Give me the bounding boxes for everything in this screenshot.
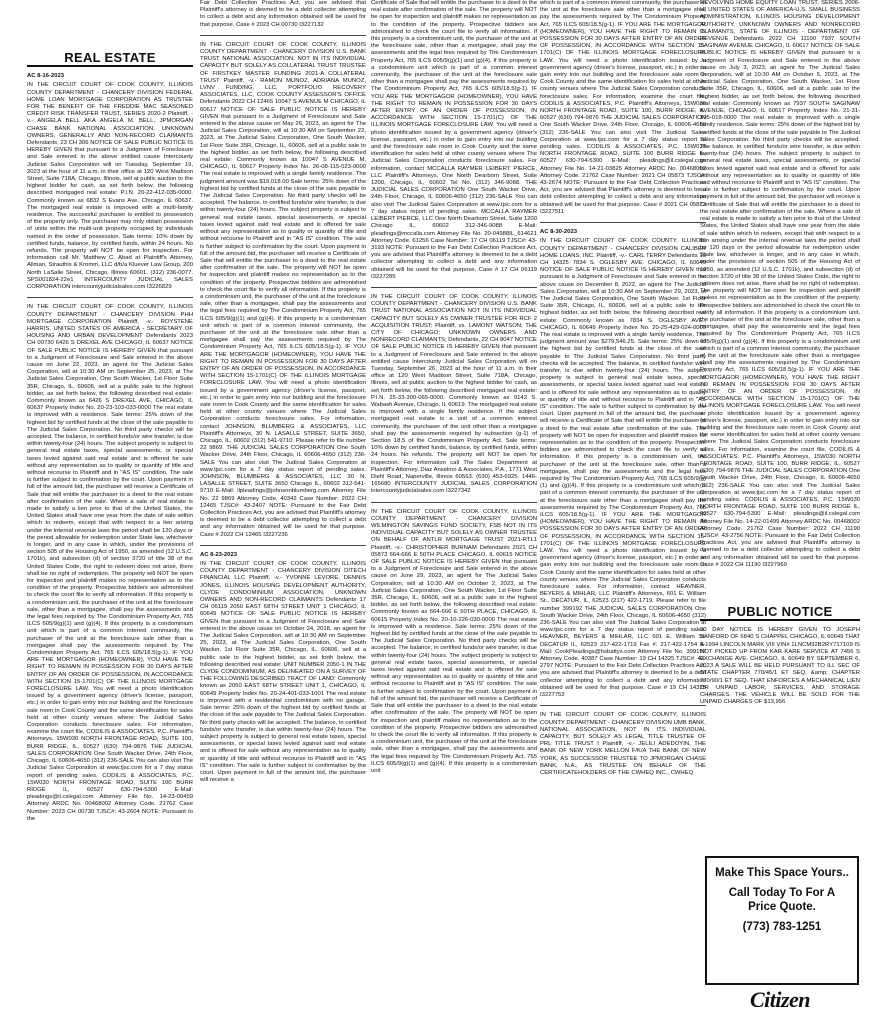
column-5 xyxy=(700,0,860,850)
legal-notice-text: IN THE CIRCUIT COURT OF COOK COUNTY, ILLINOIS COUNTY DEPARTMENT - CHANCERY DIVISION DITECH FINANCIAL LLC Plaintiff, -v.- YVONNE LEVORE, DENNIS JONES, ILLINOIS HOUSING DEVELOPMENT AUTHORITY, CLYDE CONDOMINIUM ASSOCIATION, UNKNOWN OWNERS AND NON-RECORD CLAIMANTS Defendants 17 CH 06119 2050 EAST 68TH STREET UNIT 1 CHICAGO, IL 60649 NOTICE OF SALE PUBLIC NOTICE IS HEREBY GIVEN that pursuant to a Judgment of Foreclosure and Sale entered in the above cause on October 24, 2018, an agent for The Judicial Sales Corporation, will at 10:30 AM on September 25, 2023, at The Judicial Sales Corporation, One South Wacker, 1st Floor Suite 35R, Chicago, IL, 60606, sell at a public sale to the highest bidder, as set forth below, the following described real estate: UNIT NUMBER 2050-1 IN THE CLYDE CONDOMINIUM, AS DELINEATED ON A SURVEY OF THE FOLLOWING DESCRIBED TRACT OF LAND: Commonly known as 2050 EAST 68TH STREET UNIT 1, CHICAGO, IL 60649 Property Index No. 20-24-401-033-1001 The real estate is improved with a residential condominium with no garage. Sale terms: 25% down of the highest bid by certified funds at the close of the sale payable to The Judicial Sales Corporation. No third party checks will be accepted. The balance, in certified funds/or wire transfer, is due within twenty-four (24) hours. The subject property is subject to general real estate taxes, special assessments, or special taxes levied against said real estate and is offered for sale without any representation as to quality or quantity of title and without recourse to Plaintiff and in "AS IS" condition. The sale is further subject to confirmation by the court. Upon payment in full of the amount bid, the purchaser will receive a xyxy=(200,561,366,784)
legal-notice-text: IN THE CIRCUIT COURT OF COOK COUNTY, ILLINOIS COUNTY DEPARTMENT - CHANCERY DIVISION CALIBER HOME LOANS, INC. Plaintiff, -v.- CARL TERRY Defendants 19 CH 14325 7834 S. OGLESBY AVE. CHICAGO, IL 60649 NOTICE OF SALE PUBLIC NOTICE IS HEREBY GIVEN that pursuant to a Judgment of Foreclosure and Sale entered in the above cause on December 8, 2022, an agent for The Judicial Sales Corporation, will at 10:30 AM on September 29, 2023, at The Judicial Sales Corporation, One South Wacker, 1st Floor Suite 35R, Chicago, IL, 60606, sell at a public sale to the highest bidder, as set forth below, the following described real estate: Commonly known as 7834 S. OGLESBY AVE., CHICAGO, IL 60649 Property Index No. 20-25-429-024-0000 The real estate is improved with a single family residence. The judgment amount was $279,546.25. Sale terms: 25% down of the highest bid by certified funds at the close of the sale payable to The Judicial Sales Corporation. No third party checks will be accepted. The balance, in certified funds/or wire transfer, is due within twenty-four (24) hours. The subject property is subject to general real estate taxes, special assessments, or special taxes levied against said real estate and is offered for sale without any representation as to quality or quantity of title and without recourse to Plaintiff and in "AS IS" condition. The sale is further subject to confirmation by the court. Upon payment in full of the amount bid, the purchaser will receive a Certificate of Sale that will entitle the purchaser to a deed to the real estate after confirmation of the sale. The property will NOT be open for inspection and plaintiff makes no representation as to the condition of the property. Prospective bidders are admonished to check the court file to verify all information. If this property is a condominium unit, the purchaser of the unit at the foreclosure sale, other than a mortgagee, shall pay the assessments and the legal fees required by The Condominium Property Act, 765 ILCS 605/9(g)(1) and (g)(4). If this property is a condominium unit which is part of a common interest community, the purchaser of the unit at the foreclosure sale other than a mortgagee shall pay the assessments required by The Condominium Property Act, 765 ILCS 605/18.5(g-1). IF YOU ARE THE MORTGAGOR (HOMEOWNER), YOU HAVE THE RIGHT TO REMAIN IN POSSESSION FOR 30 DAYS AFTER ENTRY OF AN ORDER OF POSSESSION, IN ACCORDANCE WITH SECTION 15-1701(C) OF THE ILLINOIS MORTGAGE FORECLOSURE LAW. You will need a photo identification issued by a government agency (driver's license, passport, etc.) in order to gain entry into our building and the foreclosure sale room in Cook County and the same identification for sales held at other county venues where The Judicial Sales Corporation conducts foreclosure sales. For information, contact HEAVNER, BEYERS & MIHLAR, LLC Plaintiff's Attorneys, 601 E. William St., DECATUR, IL, 62523 (217) 422-1719. Please refer to file number 399192 THE JUDICIAL SALES CORPORATION One South Wacker Drive, 24th Floor, Chicago, IL 60606-4650 (312) 236-SALE You can also visit The Judicial Sales Corporation at www.tjsc.com for a 7 day status report of pending sales. HEAVNER, BEYERS & MIHLAR, LLC 601 E. William St. DECATUR IL, 62523 217-422-1719 Fax #: 217-422-1754 E-Mail: CookPleadings@hsbattys.com Attorney File No. 399192 Attorney Code. 40387 Case Number: 19 CH 14325 TJSC#: 43-2797 NOTE: Pursuant to the Fair Debt Collection Practices Act, you are advised that Plaintiff's attorney is deemed to be a debt collector attempting to collect a debt and any information obtained will be used for that purpose. Case # 19 CH 14325 I3227753 xyxy=(540,238,706,699)
advertisement-box xyxy=(705,856,859,985)
notice-divider xyxy=(371,502,537,503)
notice-divider xyxy=(371,287,537,288)
citizen-logo: Citizen xyxy=(749,987,811,1012)
notice-divider xyxy=(200,35,366,36)
column-3 xyxy=(371,0,537,1024)
legal-notice-text: IN THE CIRCUIT COURT OF COOK COUNTY, ILLINOIS COUNTY DEPARTMENT - CHANCERY DIVISION WILMINGTON SAVINGS FUND SOCIETY, FSB NOT IN ITS INDIVIDUAL CAPACITY BUT SOLELY AS OWNER TRUSTEE ON BEHALF OF ANTLR MORTGAGE TRUST 2021-RTL1 Plaintiff, -v.- CHRISTOPHER BURNAM Defendants 2021 CH 05873 664-666 E 50TH PLACE CHICAGO, IL 60615 NOTICE OF SALE PUBLIC NOTICE IS HEREBY GIVEN that pursuant to a Judgment of Foreclosure and Sale entered in the above cause on June 29, 2023, an agent for The Judicial Sales Corporation, will at 10:30 AM on October 2, 2023, at The Judicial Sales Corporation, One South Wacker, 1st Floor Suite 35R, Chicago, IL, 60606, sell at a public sale to the highest bidder, as set forth below, the following described real estate: Commonly known as 664-666 E 50TH PLACE, CHICAGO, IL 60615 Property Index No. 20-10-226-030-0000 The real estate is improved with a residence. Sale terms: 25% down of the highest bid by certified funds at the close of the sale payable to The Judicial Sales Corporation. No third party checks will be accepted. The balance, in certified funds/or wire transfer, is due within twenty-four (24) hours. The subject property is subject to general real estate taxes, special assessments, or special taxes levied against said real estate and is offered for sale without any representation as to quality or quantity of title and without recourse to Plaintiff and in "AS IS" condition. The sale is further subject to confirmation by the court. Upon payment in full of the amount bid, the purchaser will receive a Certificate of Sale that will entitle the purchaser to a deed to the real estate after confirmation of the sale. The property will NOT be open for inspection and plaintiff makes no representation as to the condition of the property. Prospective bidders are admonished to check the court file to verify all information. If this property is a condominium unit, the purchaser of the unit at the foreclosure sale, other than a mortgagee, shall pay the assessments and the legal fees required by The Condominium Property Act, 765 ILCS 605/9(g)(1) and (g)(4). If this property is a condominium unit xyxy=(371,508,537,774)
legal-notice-text: IN THE CIRCUIT COURT OF COOK COUNTY, ILLINOIS COUNTY DEPARTMENT - CHANCERY DIVISION FEDERAL HOME LOAN MORTGAGE CORPORATION AS TRUSTEE FOR THE BENEFIT OF THE FREDDIE MAC SEASONED CREDIT RISK TRANSFER TRUST, SERIES 2020-2 Plaintiff, -v.- ANGELA BELL AKA ANGELA M. BELL, JPMORGAN CHASE BANK NATIONAL ASSOCIATION, UNKNOWN OWNERS, GENERALLY AND NON-RECORD CLAIMANTS Defendants, 23 CH 306 NOTICE OF SALE PUBLIC NOTICE IS HEREBY GIVEN that pursuant to a Judgment of Foreclosure and Sale entered in the above entitled cause Intercounty Judicial Sales Corporation will on Tuesday, September 19, 2023 at the hour of 11 a.m. in their office at 120 West Madison Street, Suite 718A, Chicago, Illinois, sell at public auction to the highest bidder for cash, as set forth below, the following described mortgaged real estate: P.I.N. 20-22-412-035-0000. Commonly known as 6832 S Evans Ave, Chicago, IL 60637. The mortgaged real estate is improved with a multi-family residence. The successful purchaser is entitled to possession of the property only. The purchaser may only obtain possession of units within the multi-unit property occupied by individuals named in the order of possession. Sale terms: 10% down by certified funds, balance, by certified funds, within 24 hours. No refunds. The property will NOT be open for inspection. For information call Mr. Matthew C. Abad at Plaintiff's Attorney, Allman, Strauthis & Kromm, LLC d/b/a Kluever Law Group, 200 North LaSalle Street, Chicago, Illinois 60601. (312) 236-0077. SPS001824-22e1 INTERCOUNTY JUDICIAL SALES CORPORATION intercountyjudicialsales.com I3226829 xyxy=(27,82,193,291)
notice-list-col5 xyxy=(700,0,860,600)
section-heading-public-notice: PUBLIC NOTICE xyxy=(700,606,860,621)
notice-divider xyxy=(27,297,193,298)
legal-notice-text: IN THE CIRCUIT COURT OF COOK COUNTY, ILLINOIS COUNTY DEPARTMENT - CHANCERY DIVISION UMB BANK, NATIONAL ASSOCIATION, NOT IN ITS INDIVIDUAL CAPACITY, BUT SOLELY AS LEGAL TITLE TRUSTEE OF PRL TITLE TRUST I Plaintiff, -v.- JELILI ADEDOYIN, THE BANK OF NEW YORK MELLON F/K/A THE BANK OF NEW YORK, AS SUCCESSOR TRUSTEE TO JPMORGAN CHASE BANK, N.A., AS TRUSTEE ON BEHALF OF THE CERTIFICATEHOLDERS OF THE CWHEQ INC., CWHEQ xyxy=(540,712,706,776)
ad-phone: (773) 783-1251 xyxy=(742,921,822,933)
ad-price-line: Price Quote. xyxy=(748,901,816,913)
notice-list-col2 xyxy=(200,0,366,784)
notice-date-code: AC 8-23-2023 xyxy=(200,551,238,558)
legal-notice-text: Fair Debt Collection Practices Act, you are advised that Plaintiff's attorney is deemed to be a debt collector attempting to collect a debt and any information obtained will be used for that purpose. Case # 2023 CH 00730 I3227132 xyxy=(200,0,366,28)
notice-list-col1 xyxy=(27,73,193,823)
ad-headline: Make This Space Yours.. xyxy=(715,867,849,879)
legal-notice-text: which is part of a common interest community, the purchaser of the unit at the foreclosure sale other than a mortgagee shall pay the assessments required by The Condominium Property Act, 765 ILCS 605/18.5(g-1). IF YOU ARE THE MORTGAGOR (HOMEOWNER), YOU HAVE THE RIGHT TO REMAIN IN POSSESSION FOR 30 DAYS AFTER ENTRY OF AN ORDER OF POSSESSION, IN ACCORDANCE WITH SECTION 15-1701(C) OF THE ILLINOIS MORTGAGE FORECLOSURE LAW. You will need a photo identification issued by a government agency (driver's license, passport, etc.) in order to gain entry into our building and the foreclosure sale room in Cook County and the same identification for sales held at other county venues where The Judicial Sales Corporation conducts foreclosure sales. For information, examine the court file, CODILIS & ASSOCIATES, P.C. Plaintiff's Attorneys, 15W030 NORTH FRONTAGE ROAD, SUITE 100, BURR RIDGE, IL, 60527 (630) 794-9876 THE JUDICIAL SALES CORPORATION One South Wacker Drive, 24th Floor, Chicago, IL 60606-4650 (312) 236-SALE You can also visit The Judicial Sales Corporation at www.tjsc.com for a 7 day status report of pending sales. CODILIS & ASSOCIATES, P.C. 15W030 NORTH FRONTAGE ROAD, SUITE 100 BURR RIDGE IL, 60527 630-794-5300 E-Mail: pleadings@il.cslegal.com Attorney File No. 14-21-03825 Attorney ARDC No. 00468002 Attorney Code. 21762 Case Number: 2021 CH 05873 TJSC#: 43-2674 NOTE: Pursuant to the Fair Debt Collection Practices Act, you are advised that Plaintiff's attorney is deemed to be a debt collector attempting to collect a debt and any information obtained will be used for that purpose. Case # 2021 CH 05873 I3227511 xyxy=(540,0,706,215)
column-1 xyxy=(27,0,193,1024)
legal-notice-text: Certificate of Sale that will entitle the purchaser to a deed to the real estate after confirmation of the sale. The property will NOT be open for inspection and plaintiff makes no representation as to the condition of the property. Prospective bidders are admonished to check the court file to verify all information. If this property is a condominium unit, the purchaser of the unit at the foreclosure sale, other than a mortgagee, shall pay the assessments and the legal fees required by The Condominium Property Act, 765 ILCS 605/9(g)(1) and (g)(4). If this property is a condominium unit which is part of a common interest community, the purchaser of the unit at the foreclosure sale other than a mortgagee shall pay the assessments required by The Condominium Property Act, 765 ILCS 605/18.5(g-1). IF YOU ARE THE MORTGAGOR (HOMEOWNER), YOU HAVE THE RIGHT TO REMAIN IN POSSESSION FOR 30 DAYS AFTER ENTRY OF AN ORDER OF POSSESSION, IN ACCORDANCE WITH SECTION 15-1701(C) OF THE ILLINOIS MORTGAGE FORECLOSURE LAW. You will need a photo identification issued by a government agency (driver's license, passport, etc.) in order to gain entry into our building and the foreclosure sale room in Cook County and the same identification for sales held at other county venues where The Judicial Sales Corporation conducts foreclosure sales. For information, contact MCCALLA RAYMER LEIBERT PIERCE, LLC Plaintiff's Attorneys, One North Dearborn Street, Suite 1200, Chicago, IL, 60602 Tel No. (312) 346-9088. THE JUDICIAL SALES CORPORATION One South Wacker Drive, 24th Floor, Chicago, IL 60606-4650 (312) 236-SALE You can also visit The Judicial Sales Corporation at www.tjsc.com for a 7 day status report of pending sales. MCCALLA RAYMER LEIBERT PIERCE, LLC One North Dearborn Street, Suite 1200 Chicago IL, 60602 312-346-9088 E-Mail: pleadings@mccalla.com Attorney File No. 20-04988IL_614621 Attorney Code. 61256 Case Number: 17 CH 06119 TJSC#: 43-3193 NOTE: Pursuant to the Fair Debt Collection Practices Act, you are advised that Plaintiff's attorney is deemed to be a debt collector attempting to collect a debt and any information obtained will be used for that purpose. Case # 17 CH 06119 I3227285 xyxy=(371,0,537,280)
column-2 xyxy=(200,0,366,1024)
legal-notice-text: REVOLVING HOME EQUITY LOAN TRUST, SERIES 2006-H, UNITED STATES OF AMERICA-U.S. SMALL BUSINESS ADMINISTRATION, ILLINOIS HOUSING DEVELOPMENT AUTHORITY, UNKNOWN OWNERS AND NONRECORD CLAIMANTS, STATE OF ILLINOIS - DEPARTMENT OF REVENUE Defendants 2022 CH 11190 7937 SOUTH SAGINAW AVENUE CHICAGO, IL 60617 NOTICE OF SALE PUBLIC NOTICE IS HEREBY GIVEN that pursuant to a Judgment of Foreclosure and Sale entered in the above cause on July 3, 2023, an agent for The Judicial Sales Corporation, will at 10:30 AM on October 5, 2023, at The Judicial Sales Corporation, One South Wacker, 1st Floor Suite 35R, Chicago, IL, 60606, sell at a public sale to the highest bidder, as set forth below, the following described real estate: Commonly known as 7937 SOUTH SAGINAW AVENUE, CHICAGO, IL 60617 Property Index No. 21-31-105-018-0000 The real estate is improved with a single family residence. Sale terms: 25% down of the highest bid by certified funds at the close of the sale payable to The Judicial Sales Corporation. No third party checks will be accepted. The balance, in certified funds/or wire transfer, is due within twenty-four (24) hours. The subject property is subject to general real estate taxes, special assessments, or special taxes levied against said real estate and is offered for sale without any representation as to quality or quantity of title and without recourse to Plaintiff and in "AS IS" condition. The sale is further subject to confirmation by the court. Upon payment in full of the amount bid, the purchaser will receive a Certificate of Sale that will entitle the purchaser to a deed to the real estate after confirmation of the sale. Where a sale of real estate is made to satisfy a lien prior to that of the United States, the United States shall have one year from the date of sale within which to redeem, except that with respect to a lien arising under the internal revenue laws the period shall be 120 days or the period allowable for redemption under State law, whichever is longer, and in any case in which, under the provisions of section 505 of the Housing Act of 1950, as amended (12 U.S.C. 1701k), and subsection (d) of section 3720 of title 38 of the United States Code, the right to redeem does not arise, there shall be no right of redemption. The property will NOT be open for inspection and plaintiff makes no representation as to the condition of the property. Prospective bidders are admonished to check the court file to verify all information. If this property is a condominium unit, the purchaser of the unit at the foreclosure sale, other than a mortgagee, shall pay the assessments and the legal fees required by The Condominium Property Act, 765 ILCS 605/9(g)(1) and (g)(4). If this property is a condominium unit which is part of a common interest community, the purchaser of the unit at the foreclosure sale other than a mortgagee shall pay the assessments required by The Condominium Property Act, 765 ILCS 605/18.5(g-1). IF YOU ARE THE MORTGAGOR (HOMEOWNER), YOU HAVE THE RIGHT TO REMAIN IN POSSESSION FOR 30 DAYS AFTER ENTRY OF AN ORDER OF POSSESSION, IN ACCORDANCE WITH SECTION 15-1701(C) OF THE ILLINOIS MORTGAGE FORECLOSURE LAW. You will need a photo identification issued by a government agency (driver's license, passport, etc.) in order to gain entry into our building and the foreclosure sale room in Cook County and the same identification for sales held at other county venues where The Judicial Sales Corporation conducts foreclosure sales. For information, examine the court file, CODILIS & ASSOCIATES, P.C. Plaintiff's Attorneys, 15W030 NORTH FRONTAGE ROAD, SUITE 100, BURR RIDGE, IL, 60527 (630) 794-9876 THE JUDICIAL SALES CORPORATION One South Wacker Drive, 24th Floor, Chicago, IL 60606-4650 (312) 236-SALE You can also visit The Judicial Sales Corporation at www.tjsc.com for a 7 day status report of pending sales. CODILIS & ASSOCIATES, P.C. 15W030 NORTH FRONTAGE ROAD, SUITE 100 BURR RIDGE IL, 60527 630-794-5300 E-Mail: pleadings@il.cslegal.com Attorney File No. 14-22-01499 Attorney ARDC No. 00468002 Attorney Code. 21762 Case Number: 2022 CH 11190 TJSC#: 43-2756 NOTE: Pursuant to the Fair Debt Collection Practices Act, you are advised that Plaintiff's attorney is deemed to be a debt collector attempting to collect a debt and any information obtained will be used for that purpose. Case # 2022 CH 11190 I3227969 xyxy=(700,0,860,568)
notice-divider xyxy=(200,545,366,546)
notice-list-col3 xyxy=(371,0,537,775)
legal-notice-text: IN THE CIRCUIT COURT OF COOK COUNTY, ILLINOIS COUNTY DEPARTMENT - CHANCERY DIVISION PHH MORTGAGE CORPORATION Plaintiff, -v.- ROYSTENE HARRIS, UNITED STATES OF AMERICA - SECRETARY OF HOUSING AND URBAN DEVELOPMENT Defendants 2023 CH 00730 6426 S DREXEL AVE CHICAGO, IL 60637 NOTICE OF SALE PUBLIC NOTICE IS HEREBY GIVEN that pursuant to a Judgment of Foreclosure and Sale entered in the above cause on June 22, 2023, an agent for The Judicial Sales Corporation, will at 10:30 AM on September 25, 2023, at The Judicial Sales Corporation, One South Wacker, 1st Floor Suite 35R, Chicago, IL, 60606, sell at a public sale to the highest bidder, as set forth below, the following described real estate: Commonly known as 6426 S DREXEL AVE, CHICAGO, IL 60637 Property Index No. 20-23-103-033-0000 The real estate is improved with a residence. Sale terms: 25% down of the highest bid by certified funds at the close of the sale payable to The Judicial Sales Corporation. No third party checks will be accepted. The balance, in certified funds/or wire transfer, is due within twenty-four (24) hours. The subject property is subject to general real estate taxes, special assessments, or special taxes levied against said real estate and is offered for sale without any representation as to quality or quantity of title and without recourse to Plaintiff and in "AS IS" condition. The sale is further subject to confirmation by the court. Upon payment in full of the amount bid, the purchaser will receive a Certificate of Sale that will entitle the purchaser to a deed to the real estate after confirmation of the sale. Where a sale of real estate is made to satisfy a lien prior to that of the United States, the United States shall have one year from the date of sale within which to redeem, except that with respect to a lien arising under the internal revenue laws the period shall be 120 days or the period allowable for redemption under State law, whichever is longer, and in any case in which, under the provisions of section 505 of the Housing Act of 1950, as amended (12 U.S.C. 1701k), and subsection (d) of section 3720 of title 38 of the United States Code, the right to redeem does not arise, there shall be no right of redemption. The property will NOT be open for inspection and plaintiff makes no representation as to the condition of the property. Prospective bidders are admonished to check the court file to verify all information. If this property is a condominium unit, the purchaser of the unit at the foreclosure sale, other than a mortgagee, shall pay the assessments and the legal fees required by The Condominium Property Act, 765 ILCS 605/9(g)(1) and (g)(4). If this property is a condominium unit which is part of a common interest community, the purchaser of the unit at the foreclosure sale other than a mortgagee shall pay the assessments required by The Condominium Property Act, 765 ILCS 605/18.5(g-1). IF YOU ARE THE MORTGAGOR (HOMEOWNER), YOU HAVE THE RIGHT TO REMAIN IN POSSESSION FOR 30 DAYS AFTER ENTRY OF AN ORDER OF POSSESSION, IN ACCORDANCE WITH SECTION 15-1701(C) OF THE ILLINOIS MORTGAGE FORECLOSURE LAW. You will need a photo identification issued by a government agency (driver's license, passport, etc.) in order to gain entry into our building and the foreclosure sale room in Cook County and the same identification for sales held at other county venues where The Judicial Sales Corporation conducts foreclosure sales. For information, examine the court file, CODILIS & ASSOCIATES, P.C. Plaintiff's Attorneys, 15W030 NORTH FRONTAGE ROAD, SUITE 100, BURR RIDGE, IL, 60527 (630) 794-9876 THE JUDICIAL SALES CORPORATION One South Wacker Drive, 24th Floor, Chicago, IL 60606-4650 (312) 236-SALE You can also visit The Judicial Sales Corporation at www.tjsc.com for a 7 day status report of pending sales. CODILIS & ASSOCIATES, P.C. 15W030 NORTH FRONTAGE ROAD, SUITE 100 BURR RIDGE IL, 60527 630-794-5300 E-Mail: pleadings@il.cslegal.com Attorney File No. 14-23-00459 Attorney ARDC No. 00468002 Attorney Code. 21762 Case Number: 2023 CH 00730 TJSC#: 43-2604 NOTE: Pursuant to the xyxy=(27,304,193,822)
notice-date-code: AC 8-16-2023 xyxy=(27,73,65,80)
notice-divider xyxy=(540,705,706,706)
notice-divider xyxy=(540,222,706,223)
legal-notice-text: IN THE CIRCUIT COURT OF COOK COUNTY, ILLINOIS COUNTY DEPARTMENT - CHANCERY DIVISION U.S. BANK TRUST NATIONAL ASSOCIATION NOT IN ITS INDIVIDUAL CAPACITY BUT SOLELY AS OWNER TRUSTEE FOR RCF 2 ACQUISITION TRUST; Plaintiff, vs. LAMONT WATSON; THE CITY OF CHICAGO; UNKNOWN OWNERS AND NONRECORD CLAIMANTS; Defendants, 22 CH 8047 NOTICE OF SALE PUBLIC NOTICE IS HEREBY GIVEN that pursuant to a Judgment of Foreclosure and Sale entered in the above entitled cause Intercounty Judicial Sales Corporation will on Tuesday, September 26, 2023 at the hour of 11 a.m. in their office at 120 West Madison Street, Suite 718A, Chicago, Illinois, sell at public auction to the highest bidder for cash, as set forth below, the following described mortgaged real estate: P.I.N. 25-33-300-065-0000. Commonly known as 9142 S. Wabash Avenue, Chicago, IL 60619. The mortgaged real estate is improved with a single family residence. If the subject mortgaged real estate is a unit of a common interest community, the purchaser of the unit other than a mortgagee shall pay the assessments required by subsection (g-1) of Section 18.5 of the Condominium Property Act. Sale terms: 10% down by certified funds, balance, by certified funds, within 24 hours. No refunds. The property will NOT be open for inspection. For information call The Sales Department at Plaintiff's Attorney, Diaz Anselmo & Associates, P.A., 1771 West Diehl Road, Naperville, Illinois 60563. (630) 453-6925. 1446-165680 INTERCOUNTY JUDICIAL SALES CORPORATION intercountyjudicialsales.com I3227342 xyxy=(371,293,537,495)
public-notice-text: 30 DAY NOTICE IS HEREBY GIVEN TO JOSEPH SANFORD OF 6840 S CHAPPEL CHICAGO, IL 60649 THAT A 1994 LINCOLN MARK VIII VIN# 1LNCM92B2RY717109 IS NOT PICKED UP FROM KAR KARE SERVICE AT 7456 S EXCHANGE AVE. CHICAGO, IL 60649 BY SEPTEMBER 6, 2023 A SALE WILL BE HELD PURSUANT TO ILL SEC OF STATE CHAPTER 770/45/1 ET SEQ. &amp; CHAPTER 770/90/1 ET SEQ. THAT ENFORCES A MECHANICAL LIEN OR UNPAID LABOR, SERVICES, AND STORAGE CHARGES. THE VEHICLE WILL BE SOLD FOR THE UNPAID CHARGES OF $13,956 xyxy=(700,627,860,706)
section-heading-real-estate: REAL ESTATE xyxy=(27,52,193,67)
notice-list-col4 xyxy=(540,0,706,777)
legal-notice-text: IN THE CIRCUIT COURT OF COOK COUNTY, ILLINOIS COUNTY DEPARTMENT - CHANCERY DIVISION U.S. BANK TRUST NATIONAL ASSOCIATION, NOT IN ITS INDIVIDUAL CAPACITY BUT SOLELY AS COLLATERAL TRUST TRUSTEE OF FIRSTKEY MASTER FUNDING 2021-A COLLATERAL TRUST Plaintiff, -v.- RAMON MUNOZ, ADRIANA MUNOZ, LVNV FUNDING, LLC, PORTFOLIO RECOVERY ASSOCIATES, LLC, COOK COUNTY ASSESSOR'S OFFICE Defendants 2022 CH 12465 10047 S AVENUE M CHICAGO, IL 60617 NOTICE OF SALE PUBLIC NOTICE IS HEREBY GIVEN that pursuant to a Judgment of Foreclosure and Sale entered in the above cause on May 26, 2023, an agent for The Judicial Sales Corporation, will at 10:30 AM on September 22, 2023, at The Judicial Sales Corporation, One South Wacker, 1st Floor Suite 35R, Chicago, IL, 60606, sell at a public sale to the highest bidder, as set forth below, the following described real estate: Commonly known as 10047 S AVENUE M, CHICAGO, IL 60617 Property Index No. 26-08-115-023-0000 The real estate is improved with a single family residence. The judgment amount was $19,018.00 Sale terms: 25% down of the highest bid by certified funds at the close of the sale payable to The Judicial Sales Corporation. No third party checks will be accepted. The balance, in certified funds/or wire transfer, is due within twenty-four (24) hours. The subject property is subject to general real estate taxes, special assessments, or special taxes levied against said real estate and is offered for sale without any representation as to quality or quantity of title and without recourse to Plaintiff and in "AS IS" condition. The sale is further subject to confirmation by the court. Upon payment in full of the amount bid, the purchaser will receive a Certificate of Sale that will entitle the purchaser to a deed to the real estate after confirmation of the sale. The property will NOT be open for inspection and plaintiff makes no representation as to the condition of the property. Prospective bidders are admonished to check the court file to verify all information. If this property is a condominium unit, the purchaser of the unit at the foreclosure sale, other than a mortgagee, shall pay the assessments and the legal fees required by The Condominium Property Act, 765 ILCS 605/9(g)(1) and (g)(4). If this property is a condominium unit which is part of a common interest community, the purchaser of the unit at the foreclosure sale other than a mortgagee shall pay the assessments required by The Condominium Property Act, 765 ILCS 605/18.5(g-1). IF YOU ARE THE MORTGAGOR (HOMEOWNER), YOU HAVE THE RIGHT TO REMAIN IN POSSESSION FOR 30 DAYS AFTER ENTRY OF AN ORDER OF POSSESSION, IN ACCORDANCE WITH SECTION 15-1701(C) OF THE ILLINOIS MORTGAGE FORECLOSURE LAW. You will need a photo identification issued by a government agency (driver's license, passport, etc.) in order to gain entry into our building and the foreclosure sale room in Cook County and the same identification for sales held at other county venues where The Judicial Sales Corporation conducts foreclosure sales. For information, contact JOHNSON, BLUMBERG & ASSOCIATES, LLC Plaintiff's Attorneys, 30 N. LASALLE STREET, SUITE 3650, Chicago, IL, 60602 (312) 541-9710. Please refer to file number 22 9869. THE JUDICIAL SALES CORPORATION One South Wacker Drive, 24th Floor, Chicago, IL 60606-4650 (312) 236-SALE You can also visit The Judicial Sales Corporation at www.tjsc.com for a 7 day status report of pending sales. JOHNSON, BLUMBERG & ASSOCIATES, LLC 30 N. LASALLE STREET, SUITE 3650 Chicago IL, 60602 312-541-9710 E-Mail: ilpleadings@johnsonblumberg.com Attorney File No. 22 9869 Attorney Code. 40342 Case Number: 2022 CH 12465 TJSC#: 43-2407 NOTE: Pursuant to the Fair Debt Collection Practices Act, you are advised that Plaintiff's attorney is deemed to be a debt collector attempting to collect a debt and any information obtained will be used for that purpose. Case # 2022 CH 12465 I3227236 xyxy=(200,41,366,538)
ad-call-line: Call Today To For A xyxy=(728,887,836,899)
column-4 xyxy=(540,0,706,1024)
notice-date-code: AC 8-30-2023 xyxy=(540,229,578,236)
